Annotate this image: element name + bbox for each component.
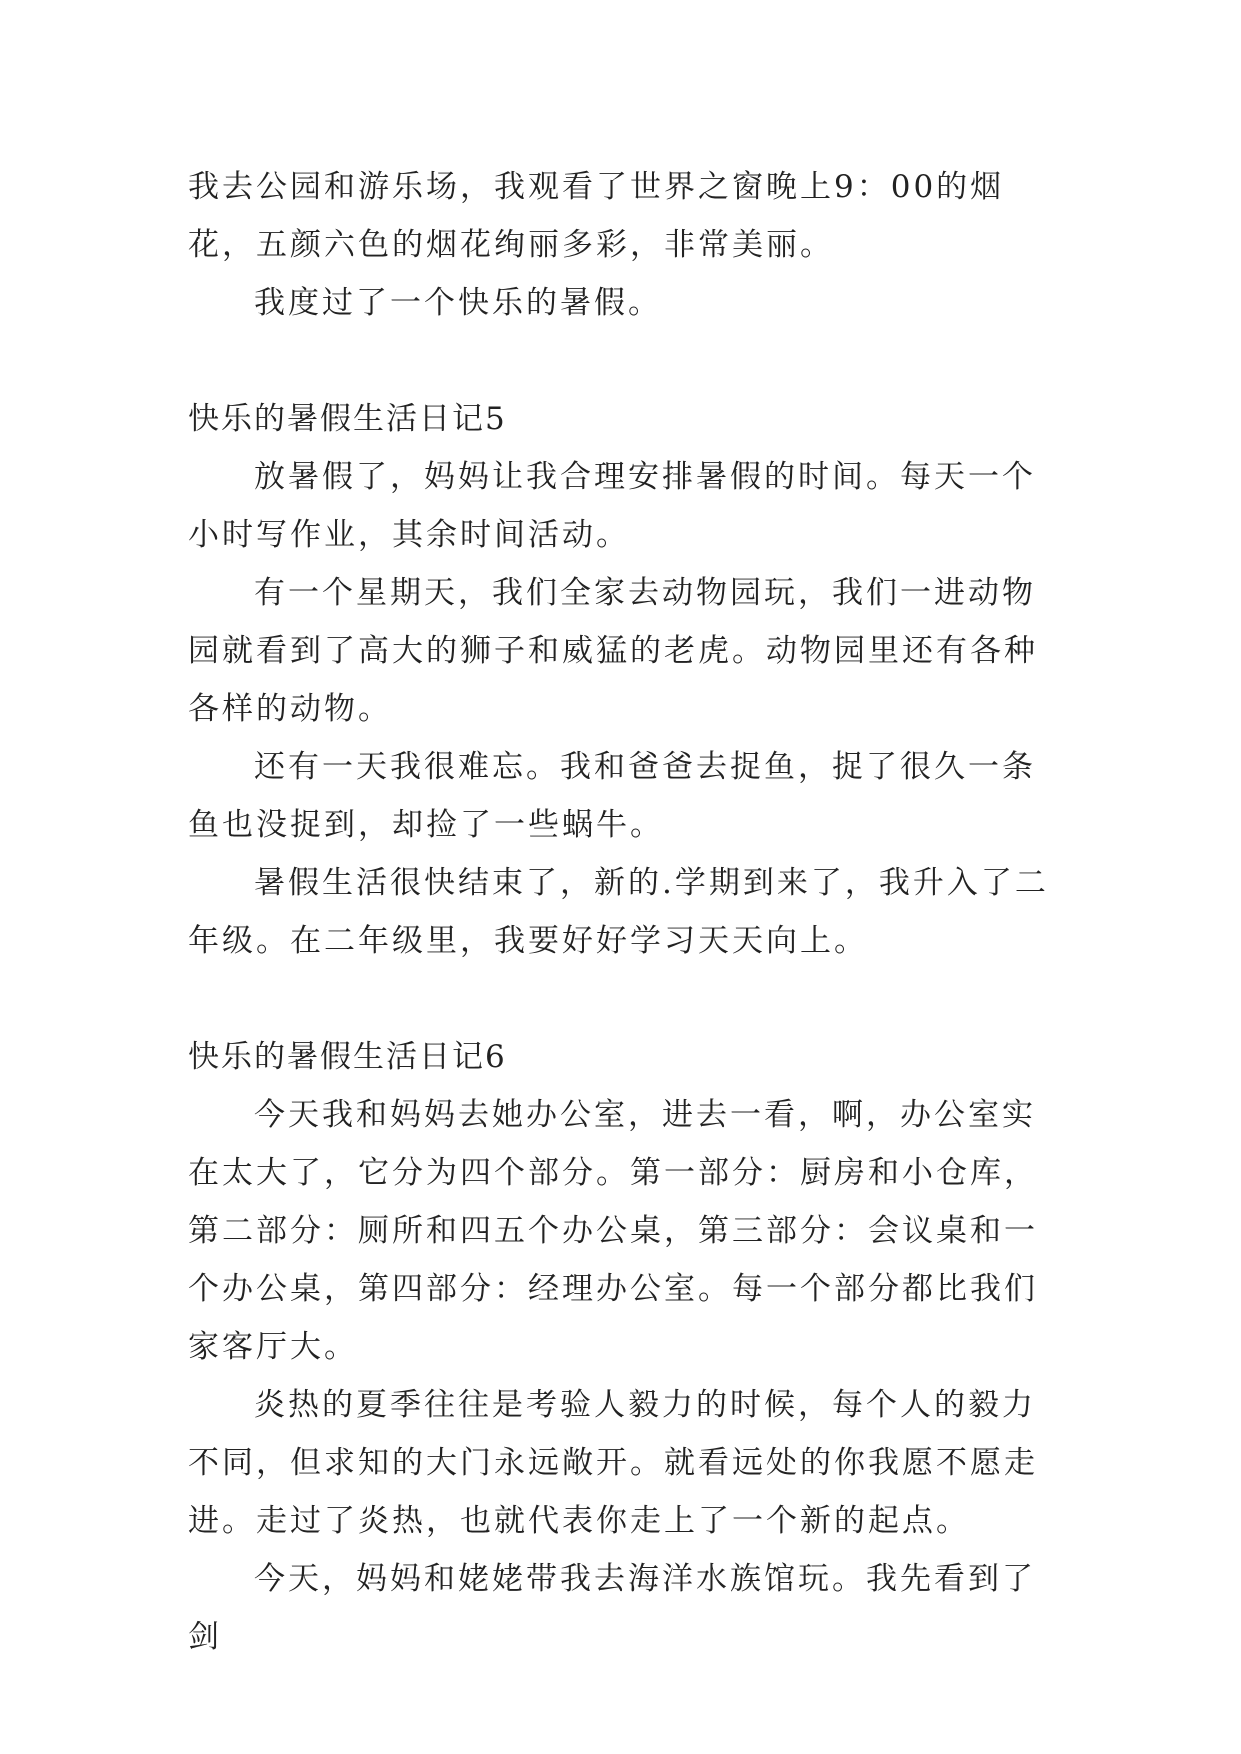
paragraph: 今天，妈妈和姥姥带我去海洋水族馆玩。我先看到了剑 (188, 1561, 1036, 1655)
paragraph: 炎热的夏季往往是考验人毅力的时候，每个人的毅力不同，但求知的大门永远敞开。就看远处的你我愿不愿走进。走过了炎热，也就代表你走上了一个新的起点。 (188, 1387, 1038, 1539)
paragraph: 今天我和妈妈去她办公室，进去一看，啊，办公室实在太大了，它分为四个部分。第一部分：厨房和小仓库，第二部分：厕所和四五个办公桌，第三部分：会议桌和一个办公桌，第四部分：经理办公室。每一个部分都比我们家客厅大。 (188, 1097, 1038, 1365)
paragraph: 有一个星期天，我们全家去动物园玩，我们一进动物园就看到了高大的狮子和威猛的老虎。动物园里还有各种各样的动物。 (188, 575, 1038, 727)
paragraph: 暑假生活很快结束了，新的.学期到来了，我升入了二年级。在二年级里，我要好好学习天天向上。 (188, 865, 1049, 959)
paragraph: 我去公园和游乐场，我观看了世界之窗晚上9：00的烟花，五颜六色的烟花绚丽多彩，非常美丽。 (188, 169, 1005, 263)
paragraph: 我度过了一个快乐的暑假。 (254, 285, 662, 321)
section-heading: 快乐的暑假生活日记6 (188, 1039, 507, 1075)
paragraph: 还有一天我很难忘。我和爸爸去捉鱼，捉了很久一条鱼也没捉到，却捡了一些蜗牛。 (188, 749, 1036, 843)
document-body (188, 158, 1068, 1666)
paragraph: 放暑假了，妈妈让我合理安排暑假的时间。每天一个小时写作业，其余时间活动。 (188, 459, 1036, 553)
section-spacer (188, 970, 1068, 1028)
section-heading: 快乐的暑假生活日记5 (188, 401, 507, 437)
section-spacer (188, 332, 1068, 390)
